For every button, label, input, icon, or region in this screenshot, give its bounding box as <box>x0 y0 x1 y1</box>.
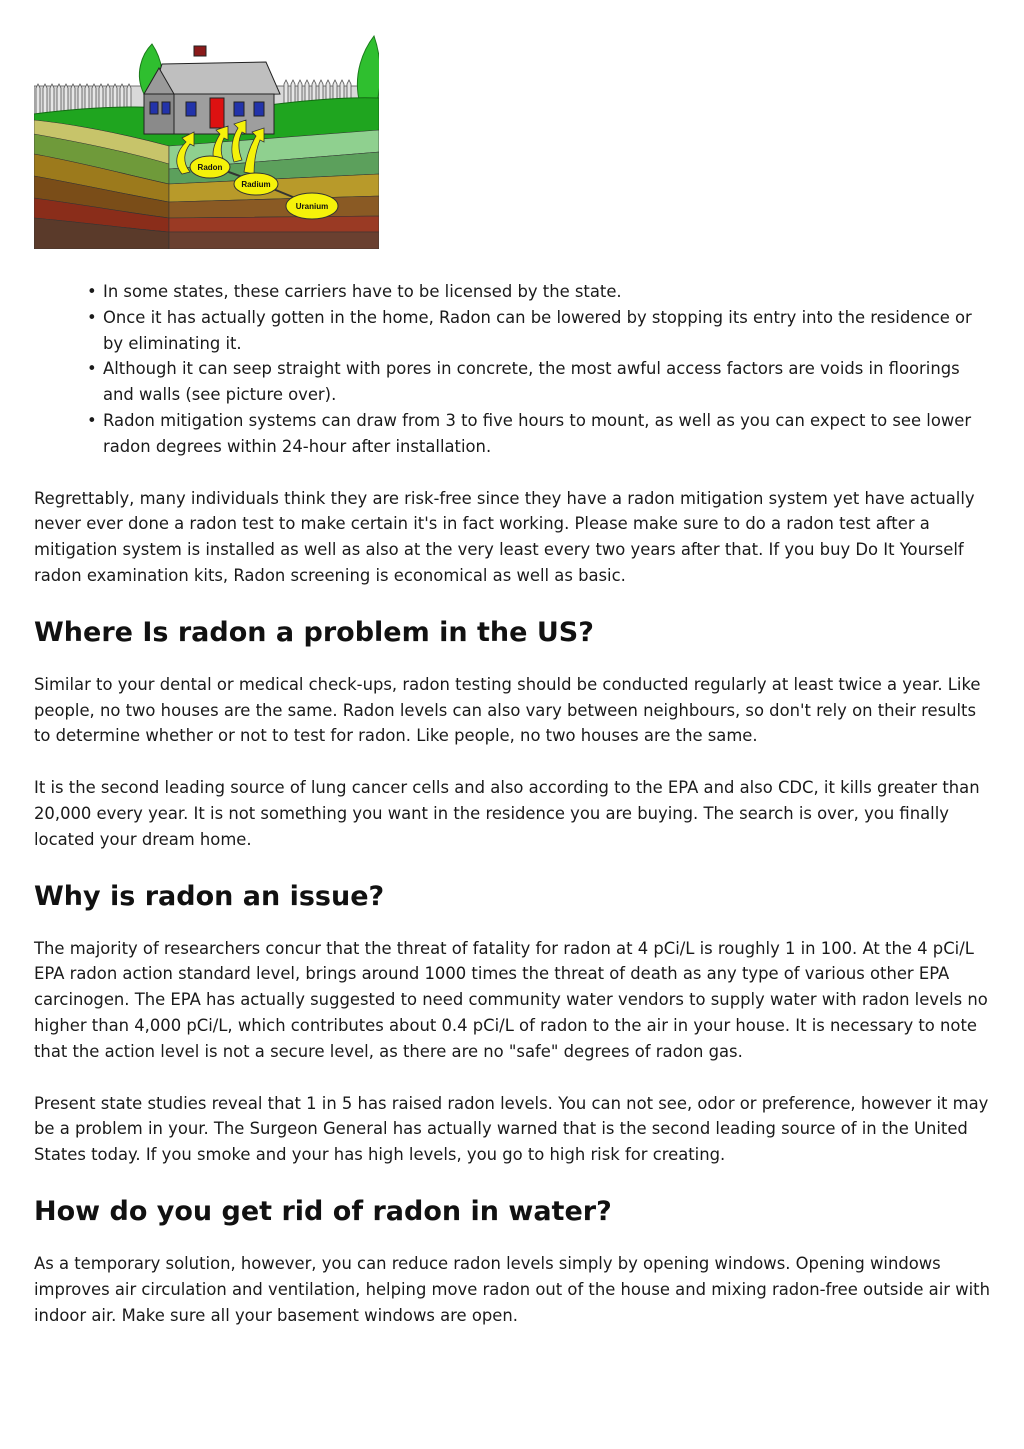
label-radon <box>190 156 230 178</box>
paragraph: Present state studies reveal that 1 in 5 has raised radon levels. You can not see, odor or preference, however it may be a problem in your. The Surgeon General has actually warned that is the second leading source of in the United States today. If you smoke and your has high levels, you go to high risk for creating. <box>34 1093 989 1165</box>
label-uranium <box>286 193 338 219</box>
list-item: • In some states, these carriers have to be licensed by the state. <box>103 279 994 305</box>
svg-text:Radium: Radium <box>241 180 271 189</box>
section-heading: How do you get rid of radon in water? <box>34 1195 612 1227</box>
section-heading: Why is radon an issue? <box>34 880 385 912</box>
article-body <box>34 279 994 1328</box>
bullet-list <box>34 279 994 460</box>
list-item: • Radon mitigation systems can draw from 3 to five hours to mount, as well as you can expect to see lower radon degrees within 24-hour after installation. <box>103 408 994 460</box>
section-heading: Where Is radon a problem in the US? <box>34 616 594 648</box>
paragraph: Similar to your dental or medical check-ups, radon testing should be conducted regularly at least twice a year. Like people, no two houses are the same. Radon levels can also vary between neighbours, so don't rely on their results to determine whether or not to test for radon. Like people, no two houses are the same. <box>34 674 981 746</box>
paragraph: As a temporary solution, however, you can reduce radon levels simply by opening windows. Opening windows improves air circulation and ventilation, helping move radon out of the house and mixing radon-free outside air with indoor air. Make sure all your basement windows are open. <box>34 1253 990 1325</box>
label-radium <box>234 173 278 195</box>
list-item: • Once it has actually gotten in the home, Radon can be lowered by stopping its entry into the residence or by eliminating it. <box>103 305 994 357</box>
paragraph: It is the second leading source of lung cancer cells and also according to the EPA and also CDC, it kills greater than 20,000 every year. It is not something you want in the residence you are buying. The search is over, you finally located your dream home. <box>34 778 980 849</box>
radon-house-illustration <box>34 34 379 249</box>
paragraph: The majority of researchers concur that the threat of fatality for radon at 4 pCi/L is roughly 1 in 100. At the 4 pCi/L EPA radon action standard level, brings around 1000 times the threat of death as any type of various other EPA carcinogen. The EPA has actually suggested to need community water vendors to supply water with radon levels no higher than 4,000 pCi/L, which contributes about 0.4 pCi/L of radon to the air in your house. It is necessary to note that the action level is not a secure level, as there are no "safe" degrees of radon gas. <box>34 938 988 1061</box>
svg-text:Uranium: Uranium <box>295 202 329 211</box>
list-item: • Although it can seep straight with pores in concrete, the most awful access factors are voids in floorings and walls (see picture over). <box>103 356 994 408</box>
intro-paragraph: Regrettably, many individuals think they are risk-free since they have a radon mitigation system yet have actually never ever done a radon test to make certain it's in fact working. Please make sure to do a radon test after a mitigation system is installed as well as also at the very least every two years after that. If you buy Do It Yourself radon examination kits, Radon screening is economical as well as basic. <box>34 488 975 585</box>
svg-text:Radon: Radon <box>197 163 223 172</box>
